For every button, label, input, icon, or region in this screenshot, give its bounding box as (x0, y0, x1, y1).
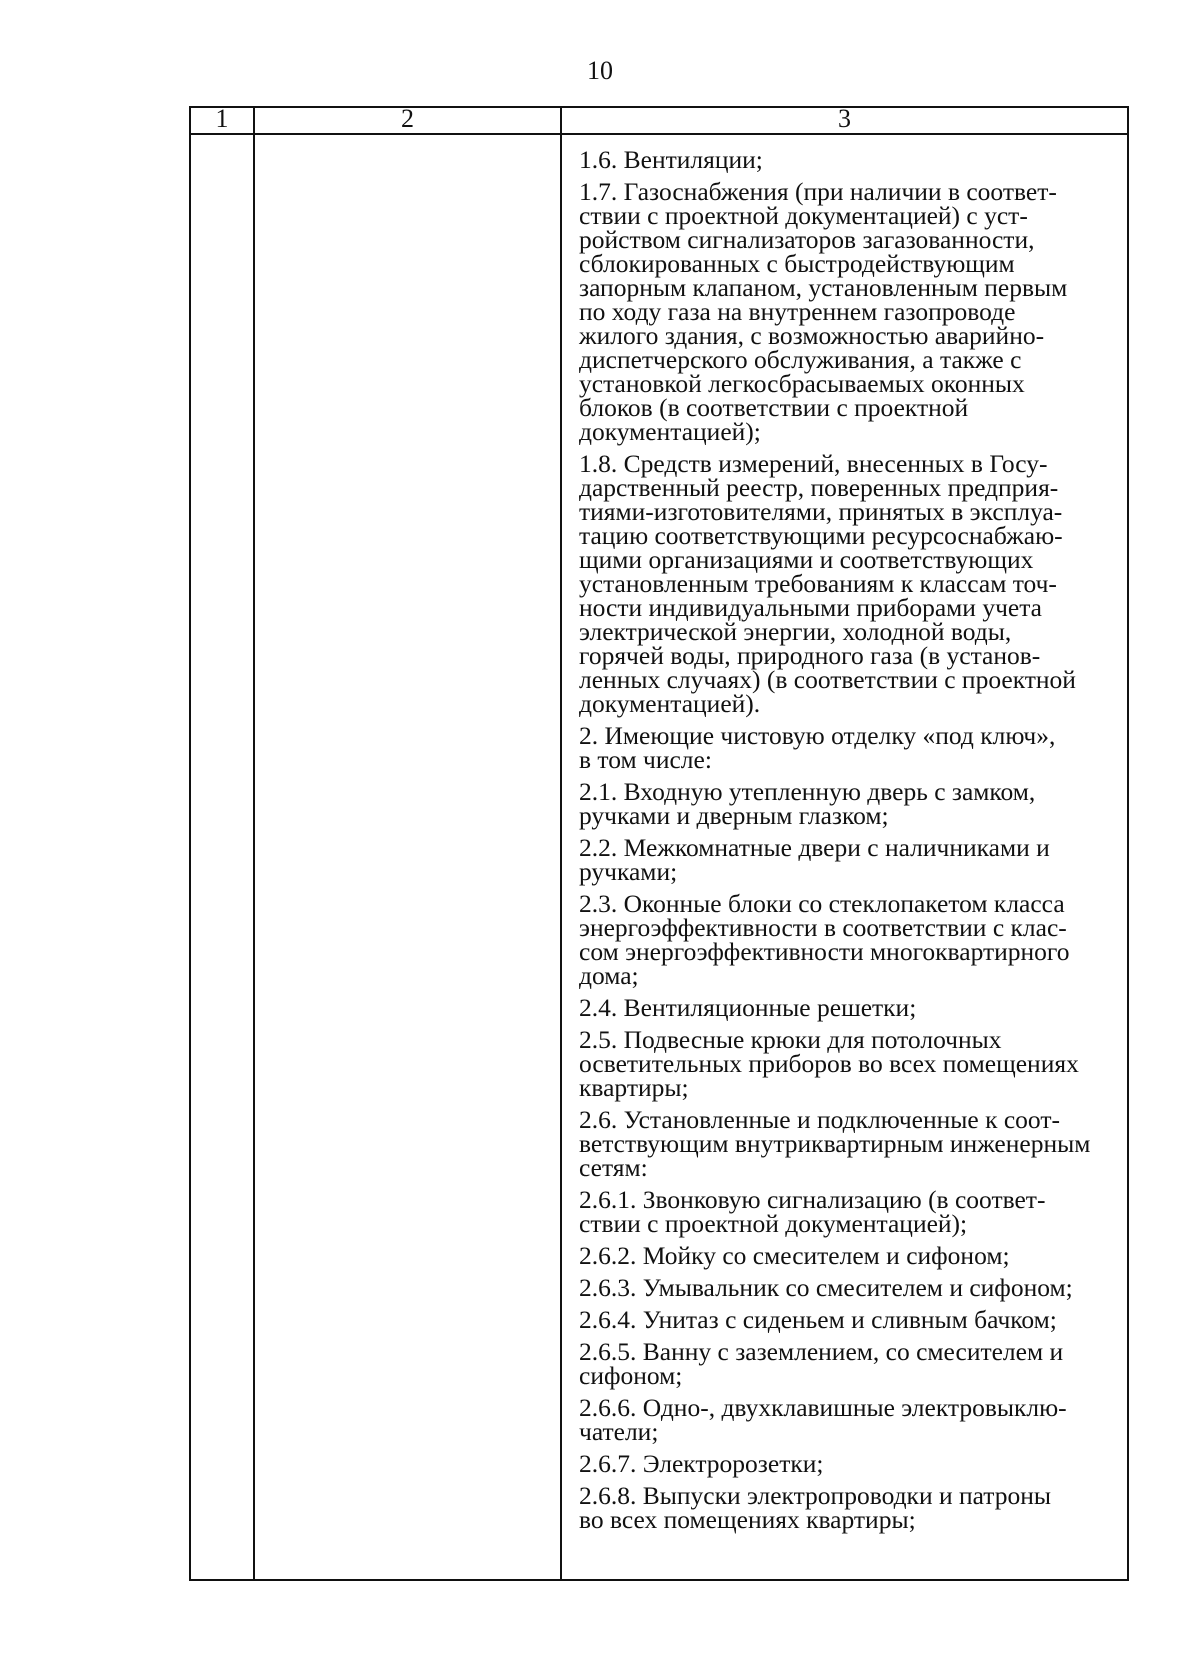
list-item: 2.5. Подвесные крюки для потолочных осветительных приборов во всех помещениях квартиры; (579, 1025, 1079, 1102)
list-item: 2.6.8. Выпуски электропроводки и патроны во всех помещениях квартиры; (579, 1481, 1052, 1534)
column-header-2: 2 (401, 104, 414, 133)
list-item: 2.1. Входную утепленную дверь с замком, ручками и дверным глазком; (579, 777, 1036, 830)
column-divider-1 (253, 108, 255, 1579)
column-header-3: 3 (838, 104, 851, 133)
list-item: 2.3. Оконные блоки со стеклопакетом класса энергоэффективности в соответствии с клас- сом энергоэффективности многоквартирного дома; (579, 889, 1070, 990)
list-item: 2.6.3. Умывальник со смесителем и сифоном; (579, 1273, 1073, 1302)
column-3-content (579, 145, 1117, 1540)
list-item: 2. Имеющие чистовую отделку «под ключ», в том числе: (579, 721, 1056, 774)
list-item: 1.7. Газоснабжения (при наличии в соответ- ствии с проектной документацией) с уст- ройством сигнализаторов загазованности, сблокированных с быстродействующим запорным клапаном, установленным первым по ходу газа на внутреннем газопроводе жилого здания, с возможностью аварийно- диспетчерского обслуживания, а также с установкой легкосбрасываемых оконных блоков (в соответствии с проектной документацией); (579, 177, 1068, 446)
list-item: 2.6. Установленные и подключенные к соот- ветствующим внутриквартирным инженерным сетям: (579, 1105, 1091, 1182)
list-item: 1.6. Вентиляции; (579, 145, 763, 174)
table-header-row (191, 104, 1127, 135)
list-item: 2.6.2. Мойку со смесителем и сифоном; (579, 1241, 1010, 1270)
list-item: 2.6.1. Звонковую сигнализацию (в соответ- ствии с проектной документацией); (579, 1185, 1046, 1238)
page-number: 10 (587, 56, 613, 85)
requirements-table (189, 106, 1129, 1581)
list-item: 2.2. Межкомнатные двери с наличниками и ручками; (579, 833, 1050, 886)
list-item: 2.6.7. Электророзетки; (579, 1449, 824, 1478)
list-item: 2.6.6. Одно-, двухклавишные электровыклю- чатели; (579, 1393, 1067, 1446)
column-divider-2 (560, 108, 562, 1579)
list-item: 2.6.5. Ванну с заземлением, со смесителем и сифоном; (579, 1337, 1064, 1390)
list-item: 2.4. Вентиляционные решетки; (579, 993, 917, 1022)
list-item: 1.8. Средств измерений, внесенных в Госу- дарственный реестр, поверенных предприя- тиями-изготовителями, принятых в эксплуа- тацию соответствующими ресурсоснабжаю- щими организациями и соответствующих установленным требованиям к классам точ- ности индивидуальными приборами учета электрической энергии, холодной воды, горячей воды, природного газа (в установ- ленных случаях) (в соответствии с проектной документацией). (579, 449, 1076, 718)
column-header-1: 1 (215, 104, 229, 133)
list-item: 2.6.4. Унитаз с сиденьем и сливным бачком; (579, 1305, 1057, 1334)
